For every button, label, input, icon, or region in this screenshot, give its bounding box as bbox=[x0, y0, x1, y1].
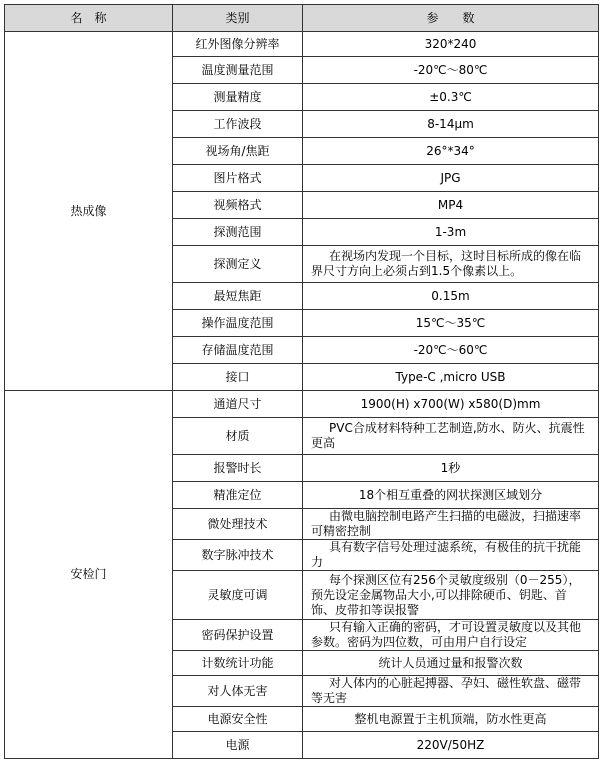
item-label: 最短焦距 bbox=[173, 283, 303, 310]
param-value bbox=[303, 540, 599, 571]
item-label: 图片格式 bbox=[173, 165, 303, 192]
item-label: 电源 bbox=[173, 732, 303, 759]
param-value-text: 由微电脑控制电路产生扫描的电磁波，扫描速率可精密控制 bbox=[311, 509, 582, 538]
param-value: JPG bbox=[303, 165, 599, 192]
param-value: MP4 bbox=[303, 192, 599, 219]
item-label: 材质 bbox=[173, 418, 303, 455]
group-name: 热成像 bbox=[5, 32, 173, 391]
param-value: 18个相互重叠的网状探测区域划分 bbox=[303, 482, 599, 509]
item-label: 电源安全性 bbox=[173, 707, 303, 732]
item-label: 通道尺寸 bbox=[173, 391, 303, 418]
param-value bbox=[303, 509, 599, 540]
param-value-text: 每个探测区位有256个灵敏度级别（0－255），预先设定金属物品大小,可以排除硬币、钥匙、首饰、皮带扣等误报警 bbox=[311, 572, 581, 617]
item-label: 操作温度范围 bbox=[173, 310, 303, 337]
item-label: 数字脉冲技术 bbox=[173, 540, 303, 571]
table-row bbox=[5, 391, 599, 418]
item-label: 温度测量范围 bbox=[173, 57, 303, 84]
item-label: 精准定位 bbox=[173, 482, 303, 509]
item-label: 对人体无害 bbox=[173, 676, 303, 707]
item-label: 视场角/焦距 bbox=[173, 138, 303, 165]
param-value-text: 具有数字信号处理过滤系统，有极佳的抗干扰能力 bbox=[311, 540, 582, 569]
header-category: 类别 bbox=[173, 5, 303, 32]
item-label: 密码保护设置 bbox=[173, 620, 303, 651]
param-value: -20℃～80℃ bbox=[303, 57, 599, 84]
param-value: 1-3m bbox=[303, 219, 599, 246]
item-label: 灵敏度可调 bbox=[173, 571, 303, 620]
table-row bbox=[5, 32, 599, 57]
param-value bbox=[303, 246, 599, 283]
param-value-text: 只有输入正确的密码，才可设置灵敏度以及其他参数。密码为四位数，可由用户自行设定 bbox=[311, 620, 582, 649]
param-value-text: 对人体内的心脏起搏器、孕妇、磁性软盘、磁带等无害 bbox=[311, 676, 582, 705]
param-value: 0.15m bbox=[303, 283, 599, 310]
item-label: 存储温度范围 bbox=[173, 337, 303, 364]
param-value: 15℃～35℃ bbox=[303, 310, 599, 337]
param-value: 26°*34° bbox=[303, 138, 599, 165]
header-params: 参 数 bbox=[303, 5, 599, 32]
param-value bbox=[303, 571, 599, 620]
param-value: ±0.3℃ bbox=[303, 84, 599, 111]
header-name: 名 称 bbox=[5, 5, 173, 32]
item-label: 微处理技术 bbox=[173, 509, 303, 540]
param-value: 220V/50HZ bbox=[303, 732, 599, 759]
item-label: 计数统计功能 bbox=[173, 651, 303, 676]
param-value: 1900(H) x700(W) x580(D)mm bbox=[303, 391, 599, 418]
item-label: 红外图像分辨率 bbox=[173, 32, 303, 57]
param-value bbox=[303, 418, 599, 455]
param-value bbox=[303, 676, 599, 707]
param-value-text: 在视场内发现一个目标，这时目标所成的像在临界尺寸方向上必须占到1.5个像素以上。 bbox=[311, 249, 582, 278]
param-value: -20℃～60℃ bbox=[303, 337, 599, 364]
spec-table bbox=[4, 4, 599, 759]
param-value: 1秒 bbox=[303, 455, 599, 482]
param-value bbox=[303, 620, 599, 651]
group-name: 安检门 bbox=[5, 391, 173, 759]
param-value: 统计人员通过量和报警次数 bbox=[303, 651, 599, 676]
item-label: 测量精度 bbox=[173, 84, 303, 111]
item-label: 报警时长 bbox=[173, 455, 303, 482]
param-value: Type-C ,micro USB bbox=[303, 364, 599, 391]
item-label: 视频格式 bbox=[173, 192, 303, 219]
param-value: 320*240 bbox=[303, 32, 599, 57]
item-label: 探测范围 bbox=[173, 219, 303, 246]
table-header-row bbox=[5, 5, 599, 32]
param-value: 整机电源置于主机顶端，防水性更高 bbox=[303, 707, 599, 732]
param-value-text: PVC合成材料特种工艺制造,防水、防火、抗震性更高 bbox=[311, 421, 585, 450]
param-value: 8-14μm bbox=[303, 111, 599, 138]
item-label: 工作波段 bbox=[173, 111, 303, 138]
item-label: 接口 bbox=[173, 364, 303, 391]
item-label: 探测定义 bbox=[173, 246, 303, 283]
